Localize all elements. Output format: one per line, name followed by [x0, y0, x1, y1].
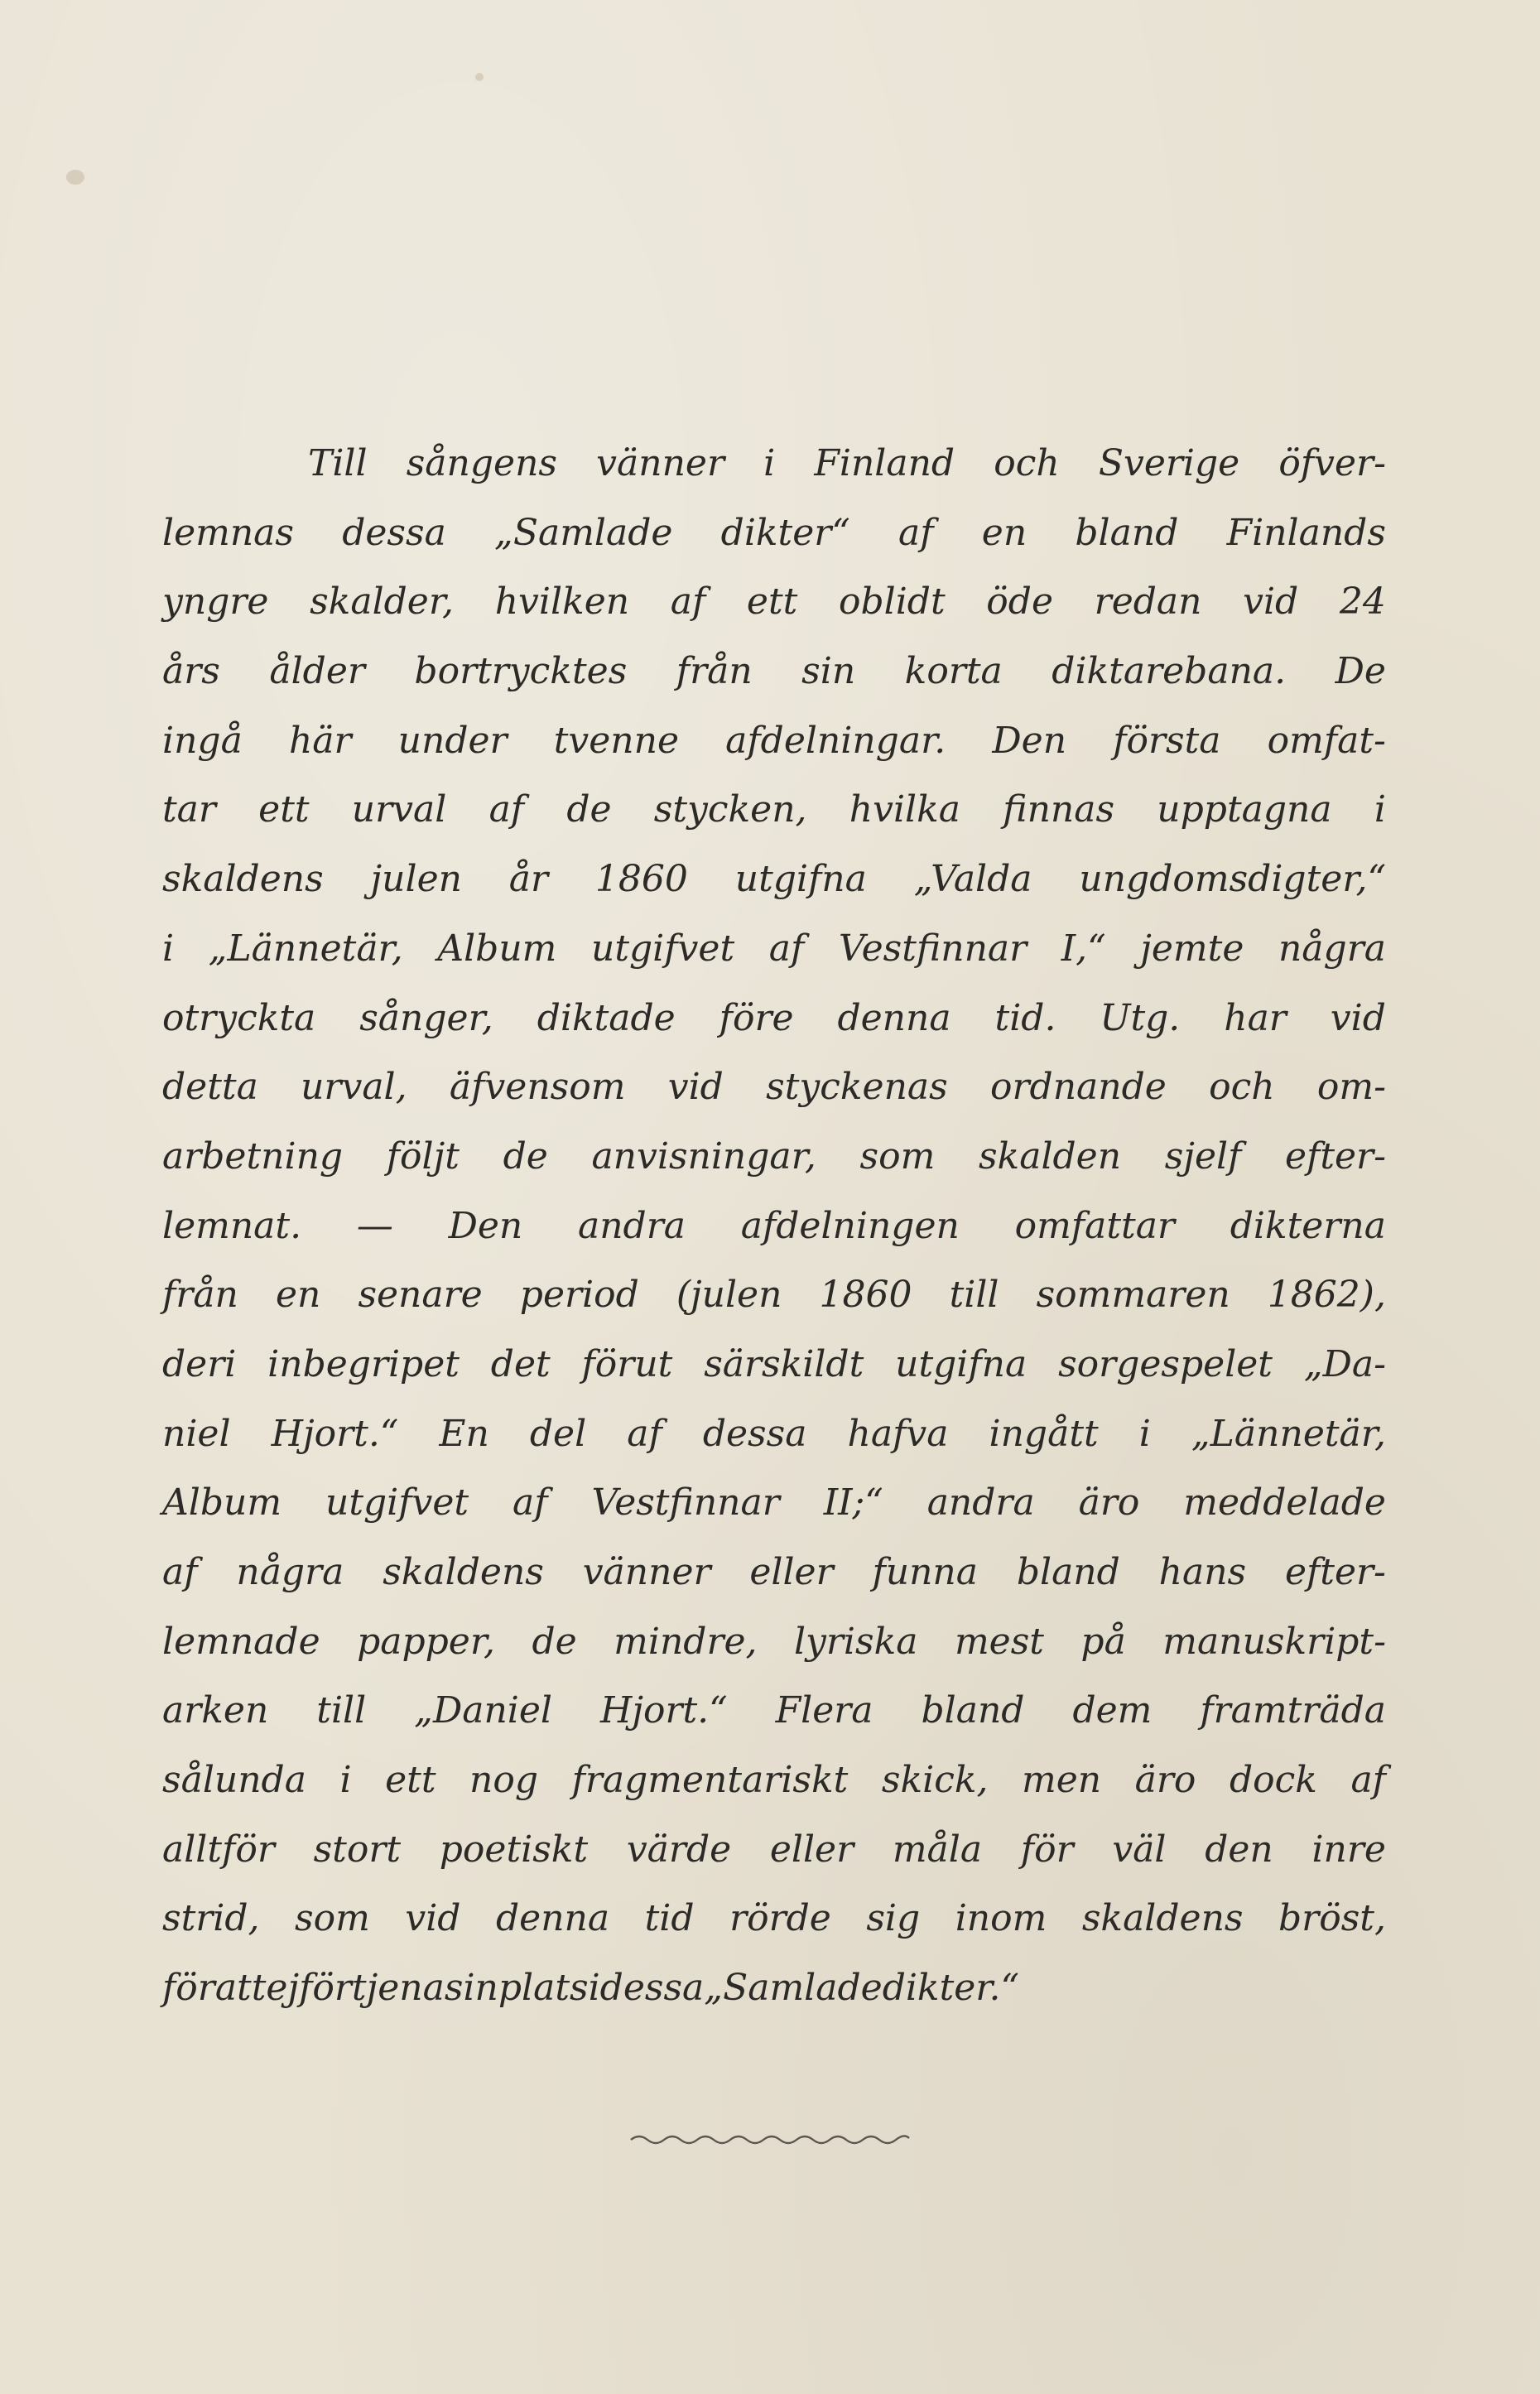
text-line — [162, 1413, 1386, 1482]
word: dessa — [342, 511, 446, 554]
word: som — [295, 1897, 370, 1940]
word: i — [588, 1967, 600, 2010]
word: hvilken — [494, 580, 630, 624]
word: Hjort.“ — [599, 1689, 728, 1732]
word: öde — [986, 580, 1053, 624]
word: ungdomsdigter,“ — [1079, 858, 1386, 901]
word: Vestfinnar — [838, 927, 1027, 970]
word: ett — [746, 580, 798, 624]
word: finnas — [1003, 788, 1115, 831]
text-line — [162, 1135, 1386, 1205]
word: urval — [351, 788, 447, 831]
word: arken — [162, 1689, 269, 1732]
word: inbegripet — [267, 1342, 460, 1385]
word: sorgespelet — [1058, 1342, 1273, 1385]
word: ett — [385, 1759, 436, 1802]
word: att — [214, 1967, 267, 2010]
word: en — [981, 511, 1027, 554]
word: anvisningar, — [591, 1134, 816, 1178]
word: af — [162, 1551, 198, 1593]
word: denna — [837, 996, 951, 1039]
word: efter- — [1285, 1134, 1386, 1178]
word: „Samlade — [494, 511, 673, 554]
word: Den — [448, 1204, 523, 1247]
word: stort — [313, 1828, 402, 1871]
word: i — [1138, 1412, 1151, 1455]
word: urval, — [301, 1066, 407, 1109]
word: vid — [1243, 580, 1299, 624]
word: af — [768, 927, 805, 970]
word: första — [1113, 719, 1221, 762]
word: förut — [581, 1342, 673, 1385]
word: afdelningen — [740, 1204, 960, 1247]
text-line — [162, 1551, 1386, 1621]
word: dikter.“ — [882, 1967, 1019, 2010]
word: korta — [904, 650, 1003, 693]
word: från — [162, 1274, 238, 1317]
word: sånger, — [359, 996, 493, 1039]
text-line — [162, 1343, 1386, 1413]
word: 24 — [1339, 580, 1386, 624]
word: utgifvet — [591, 927, 735, 970]
text-line — [162, 927, 1386, 997]
word: ej — [266, 1967, 300, 2010]
word: de — [503, 1134, 548, 1178]
word: ett — [258, 788, 310, 831]
word: i — [339, 1759, 352, 1802]
word: otryckta — [162, 996, 316, 1039]
word: före — [719, 996, 794, 1039]
word: sin — [801, 650, 856, 693]
word: Album — [437, 927, 557, 970]
word: vid — [405, 1897, 461, 1940]
word: dem — [1072, 1689, 1153, 1732]
word: dock — [1229, 1759, 1317, 1802]
text-line — [162, 1689, 1386, 1759]
text-line — [162, 1205, 1386, 1274]
word: till — [316, 1689, 367, 1732]
word: detta — [162, 1066, 258, 1109]
word: väl — [1112, 1828, 1167, 1871]
word: i — [162, 927, 175, 970]
word: följt — [386, 1134, 460, 1178]
word: skalder, — [310, 580, 455, 624]
word: lemnat. — [162, 1204, 302, 1247]
word: alltför — [162, 1828, 275, 1871]
word: skaldens — [162, 858, 324, 901]
word: tid — [644, 1897, 695, 1940]
word: under — [397, 719, 508, 762]
word: „Lännetär, — [208, 927, 403, 970]
text-line — [162, 858, 1386, 927]
word: sjelf — [1164, 1134, 1242, 1178]
word: hafva — [847, 1412, 949, 1455]
text-line — [162, 650, 1386, 720]
word: Den — [992, 719, 1067, 762]
word: värde — [626, 1828, 732, 1871]
word: papper, — [357, 1620, 496, 1663]
word: skalden — [978, 1134, 1122, 1178]
word: de — [566, 788, 612, 831]
word: (julen — [676, 1274, 782, 1317]
word: för — [162, 1967, 215, 2010]
word: utgifna — [895, 1342, 1027, 1385]
wavy-ornament-icon — [629, 2131, 911, 2151]
word: eller — [749, 1551, 834, 1593]
word: lyriska — [793, 1620, 918, 1663]
word: „Valda — [913, 858, 1032, 901]
word: dessa — [599, 1967, 705, 2010]
word: som — [859, 1134, 936, 1178]
text-line — [162, 580, 1386, 650]
word: lemnas — [162, 511, 294, 554]
text-line — [162, 1759, 1386, 1828]
word: sig — [866, 1897, 921, 1940]
word: vänner — [582, 1551, 711, 1593]
word: senare — [358, 1274, 483, 1317]
word: sålunda — [162, 1759, 306, 1802]
word: niel — [162, 1412, 231, 1455]
word: Utg. — [1100, 996, 1181, 1039]
word: från — [676, 650, 753, 693]
paper-stain — [66, 170, 84, 185]
word: på — [1080, 1620, 1126, 1663]
text-line — [162, 788, 1386, 858]
text-line — [162, 512, 1386, 581]
word: arbetning — [162, 1134, 344, 1178]
word: skaldens — [383, 1551, 544, 1593]
word: inom — [955, 1897, 1047, 1940]
word: den — [1205, 1828, 1273, 1871]
word: om- — [1316, 1066, 1386, 1109]
text-line — [162, 442, 1386, 512]
word: tar — [162, 788, 216, 831]
word: jemte — [1140, 927, 1244, 970]
word: mindre, — [614, 1620, 758, 1663]
word: af — [627, 1412, 662, 1455]
word: af — [488, 788, 525, 831]
word: ingå — [162, 719, 243, 762]
word: skaldens — [1081, 1897, 1244, 1940]
paper-stain — [475, 73, 484, 81]
word: yngre — [162, 580, 269, 624]
word: Album — [162, 1481, 282, 1525]
word: redan — [1094, 580, 1202, 624]
word: „Daniel — [414, 1689, 552, 1732]
word: I,“ — [1061, 927, 1106, 970]
word: bortrycktes — [414, 650, 628, 693]
word: styckenas — [766, 1066, 948, 1109]
word: bland — [921, 1689, 1025, 1732]
text-line — [162, 1967, 1386, 2036]
word: „Da- — [1303, 1342, 1386, 1385]
word: inre — [1311, 1828, 1386, 1871]
word: men — [1022, 1759, 1102, 1802]
word: års — [162, 650, 220, 693]
word: och — [1209, 1066, 1275, 1109]
word: bland — [1016, 1551, 1120, 1593]
word: af — [513, 1481, 548, 1525]
word: diktade — [537, 996, 676, 1039]
word: öfver- — [1278, 442, 1386, 484]
word: några — [1278, 927, 1386, 970]
word: tvenne — [553, 719, 680, 762]
word: — — [356, 1204, 393, 1247]
word: äro — [1134, 1759, 1196, 1802]
word: sin — [444, 1967, 498, 2010]
word: del — [529, 1412, 587, 1455]
word: några — [236, 1551, 344, 1593]
word: manuskript- — [1162, 1620, 1386, 1663]
word: till — [949, 1274, 999, 1317]
word: De — [1335, 650, 1386, 693]
word: vänner — [596, 442, 724, 484]
word: omfat- — [1267, 719, 1386, 762]
word: de — [532, 1620, 577, 1663]
word: andra — [577, 1204, 686, 1247]
word: för — [1020, 1828, 1074, 1871]
word: ordnande — [990, 1066, 1167, 1109]
word: 1860 — [819, 1274, 912, 1317]
word: upptagna — [1157, 788, 1332, 831]
word: strid, — [162, 1897, 260, 1940]
word: vid — [1330, 996, 1386, 1039]
word: mest — [954, 1620, 1044, 1663]
word: en — [275, 1274, 321, 1317]
word: Sverige — [1098, 442, 1240, 484]
word: rörde — [729, 1897, 831, 1940]
word: 1860 — [594, 858, 688, 901]
word: särskildt — [704, 1342, 864, 1385]
word: skick, — [881, 1759, 989, 1802]
word: här — [288, 719, 352, 762]
text-line — [162, 1828, 1386, 1898]
word: bröst, — [1278, 1897, 1386, 1940]
word: denna — [495, 1897, 610, 1940]
text-line — [162, 1897, 1386, 1967]
word: En — [439, 1412, 489, 1455]
word: poetiskt — [439, 1828, 589, 1871]
word: meddelade — [1183, 1481, 1386, 1525]
word: förtjena — [299, 1967, 445, 2010]
word: af — [670, 580, 706, 624]
word: ålder — [269, 650, 365, 693]
word: julen — [370, 858, 462, 901]
word: Hjort.“ — [271, 1412, 399, 1455]
word: framträda — [1200, 1689, 1386, 1732]
word: Flera — [775, 1689, 873, 1732]
text-line — [162, 1621, 1386, 1690]
word: sångens — [406, 442, 557, 484]
word: och — [994, 442, 1060, 484]
word: det — [490, 1342, 551, 1385]
word: 1862), — [1267, 1274, 1386, 1317]
preface-text — [162, 442, 1386, 2036]
word: dikterna — [1230, 1204, 1386, 1247]
word: hans — [1158, 1551, 1247, 1593]
word: efter- — [1284, 1551, 1386, 1593]
word: Finlands — [1226, 511, 1386, 554]
word: deri — [162, 1342, 237, 1385]
word: Vestfinnar — [591, 1481, 780, 1525]
word: i — [763, 442, 776, 484]
word: stycken, — [653, 788, 807, 831]
word: Finland — [814, 442, 955, 484]
word: fragmentariskt — [571, 1759, 849, 1802]
word: plats — [498, 1967, 589, 2010]
word: afdelningar. — [725, 719, 946, 762]
word: II;“ — [823, 1481, 883, 1525]
word: ingått — [989, 1412, 1099, 1455]
word: dikter“ — [720, 511, 850, 554]
word: omfattar — [1014, 1204, 1175, 1247]
word: eller — [769, 1828, 854, 1871]
word: i — [1374, 788, 1386, 831]
word: period — [519, 1274, 639, 1317]
text-line — [162, 997, 1386, 1067]
word: måla — [892, 1828, 983, 1871]
word: af — [1350, 1759, 1386, 1802]
word: „Lännetär, — [1191, 1412, 1386, 1455]
text-line — [162, 1066, 1386, 1135]
word: sommaren — [1036, 1274, 1230, 1317]
text-line — [162, 1274, 1386, 1343]
word: nog — [469, 1759, 539, 1802]
word: lemnade — [162, 1620, 320, 1663]
word: Till — [308, 442, 368, 484]
word: utgifvet — [325, 1481, 469, 1525]
text-line — [162, 720, 1386, 789]
text-line — [162, 1481, 1386, 1551]
word: andra — [926, 1481, 1035, 1525]
word: „Samlade — [704, 1967, 883, 2010]
word: hvilka — [849, 788, 960, 831]
word: äfvensom — [449, 1066, 626, 1109]
word: år — [508, 858, 549, 901]
word: utgifna — [734, 858, 867, 901]
word: tid. — [994, 996, 1056, 1039]
word: äro — [1078, 1481, 1140, 1525]
word: diktarebana. — [1052, 650, 1287, 693]
word: bland — [1075, 511, 1179, 554]
word: oblidt — [838, 580, 946, 624]
word: funna — [872, 1551, 978, 1593]
word: dessa — [702, 1412, 807, 1455]
word: af — [898, 511, 934, 554]
word: vid — [667, 1066, 724, 1109]
word: har — [1224, 996, 1287, 1039]
